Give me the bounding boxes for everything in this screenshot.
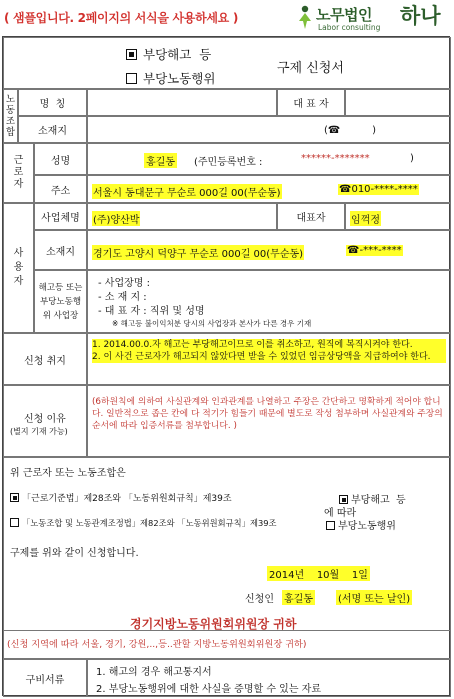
purpose-text-block — [92, 339, 446, 363]
applicant-name: 홍길동 — [282, 590, 315, 605]
worker-address-value: 서울시 동대문구 무순로 000길 00(무순동) — [92, 184, 282, 199]
union-rep-label-text: 대 표 자 — [293, 99, 329, 110]
law1-option — [10, 491, 232, 504]
union-phone-label: (☎ ) — [324, 125, 377, 136]
worker-name-value: 홍길동 — [144, 153, 177, 168]
reason-sublabel: (별지 기재 가능) — [10, 427, 68, 436]
resident-number-label: (주민등록번호 : — [194, 157, 263, 168]
employer-biz-label-text: 사업체명 — [41, 213, 80, 224]
worker-name-field[interactable] — [87, 143, 451, 175]
worker-phone-value: ☎010-****-**** — [339, 184, 418, 195]
application-date: 2014년 10월 1일 — [267, 566, 370, 581]
employer-biz-value: (주)양산박 — [92, 211, 140, 226]
addressee-block — [3, 611, 451, 659]
union-address-label-text: 소재지 — [38, 126, 67, 137]
logo-subtitle: Labor consulting — [318, 23, 381, 32]
employer-phone-value: ☎-***-**** — [347, 245, 402, 256]
addressee-title: 경기지방노동위원회위원장 귀하 — [130, 617, 297, 631]
union-section-label — [3, 89, 18, 143]
employer-biz-field[interactable] — [87, 203, 277, 230]
statement-opt2-label: 부당노동행위 — [338, 521, 396, 532]
reason-label — [3, 385, 87, 457]
employer-rep-field[interactable] — [345, 203, 451, 230]
statement-closing: 구제를 위와 같이 신청합니다. — [10, 548, 139, 559]
site-label-text: 해고등 또는 부당노동행위 사업장 — [38, 282, 83, 321]
form-title: 구제 신청서 — [277, 61, 344, 76]
union-name-field[interactable] — [87, 89, 277, 116]
statement-according: 에 따라 — [324, 508, 357, 519]
documents-label-text: 구비서류 — [25, 674, 65, 686]
employer-address-value: 경기도 고양시 덕양구 무순로 000길 00(무순동) — [92, 245, 304, 260]
employer-biz-label — [34, 203, 87, 230]
logo-hana: 하나 — [400, 4, 441, 28]
union-name-label — [18, 89, 87, 116]
site-name-line: - 사업장명 : — [98, 278, 150, 289]
resident-number-value: ******-******* — [301, 153, 370, 164]
law2-label: 「노동조합 및 노동관계조정법」제82조와 「노동위원회규칙」제39조 — [22, 518, 277, 528]
law2-checkbox[interactable] — [10, 518, 19, 527]
purpose-line-1: 1. 2014.00.0.자 해고는 부당해고이므로 이를 취소하고, 원직에 복직시켜야 한다. — [92, 340, 413, 350]
worker-address-field[interactable] — [87, 175, 451, 203]
purpose-label — [3, 333, 87, 385]
law1-label: 「근로기준법」제28조와 「노동위원회규칙」제39조 — [22, 494, 232, 504]
union-name-label-text: 명 칭 — [39, 99, 66, 110]
employer-address-label-text: 소재지 — [46, 246, 75, 258]
worker-section-label — [3, 143, 34, 203]
title-option-unfair-labor — [126, 69, 215, 87]
title-option2-label: 부당노동행위 — [143, 71, 216, 86]
purpose-line-2: 2. 이 사건 근로자가 해고되지 않았다면 받을 수 있었던 임금상당액을 지급하여야 한다. — [92, 352, 431, 362]
documents-field — [87, 659, 451, 697]
union-address-label — [18, 116, 87, 143]
logo-name: 노무법인 — [316, 6, 372, 24]
site-field[interactable] — [87, 270, 451, 333]
worker-name-label-text: 성명 — [50, 155, 71, 167]
resident-number-close: ) — [410, 153, 414, 164]
addressee-note: (신청 지역에 따라 서울, 경기, 강원,..,등..관할 지방노동위원회위원장 귀하) — [7, 639, 307, 650]
logo-person-icon — [296, 5, 314, 29]
site-rep-line: - 대 표 자 : 직위 및 성명 — [98, 306, 205, 317]
sample-banner — [0, 0, 454, 36]
title-option1-label: 부당해고 등 — [143, 47, 212, 62]
worker-address-label-text: 주소 — [50, 185, 71, 197]
title-option-dismissal — [126, 45, 211, 63]
statement-option-unfair-labor — [326, 517, 396, 532]
union-section-text: 노동조합 — [5, 94, 16, 138]
law2-option — [10, 517, 277, 529]
document-item-2: 2. 부당노동행위에 대한 사실을 증명할 수 있는 자료 — [96, 684, 321, 695]
application-form — [2, 36, 450, 696]
employer-rep-label-text: 대표자 — [296, 213, 326, 224]
form-title-area — [3, 37, 451, 89]
sample-notice: ( 샘플입니다. 2페이지의 서식을 사용하세요 ) — [4, 11, 239, 25]
union-address-field[interactable] — [87, 116, 451, 143]
statement-opt1-label: 부당해고 등 — [351, 495, 406, 506]
statement-block — [3, 457, 451, 631]
worker-section-text: 근로자 — [13, 155, 24, 190]
site-label — [34, 270, 87, 333]
reason-label-text: 신청 이유 — [24, 414, 66, 425]
applicant-label: 신청인 — [245, 594, 274, 605]
site-address-line: - 소 재 지 : — [98, 292, 147, 303]
law1-checkbox[interactable] — [10, 493, 19, 502]
union-rep-field[interactable] — [345, 89, 451, 116]
employer-section-label — [3, 203, 34, 333]
worker-address-label — [34, 175, 87, 203]
purpose-label-text: 신청 취지 — [24, 355, 66, 367]
statement-opt2-checkbox[interactable] — [326, 521, 335, 530]
employer-address-label — [34, 230, 87, 270]
purpose-field[interactable] — [87, 333, 451, 385]
statement-opt1-checkbox[interactable] — [339, 495, 348, 504]
applicant-signature: (서명 또는 날인) — [336, 590, 412, 605]
worker-name-label — [34, 143, 87, 175]
employer-rep-value: 임꺽정 — [350, 211, 381, 226]
employer-section-text: 사용자 — [13, 248, 24, 287]
title-option2-checkbox[interactable] — [126, 73, 137, 84]
employer-address-field[interactable] — [87, 230, 451, 270]
company-logo — [296, 3, 446, 33]
employer-rep-label — [277, 203, 345, 230]
statement-intro: 위 근로자 또는 노동조합은 — [10, 468, 126, 479]
title-option1-checkbox[interactable] — [126, 49, 137, 60]
document-item-1: 1. 해고의 경우 해고통지서 — [96, 667, 212, 678]
site-note: ※ 해고등 불이익처분 당시의 사업장과 본사가 다른 경우 기재 — [112, 319, 312, 328]
union-rep-label — [277, 89, 345, 116]
reason-text: (6하원칙에 의하여 사실관계와 인과관계를 나열하고 주장은 간단하고 명확하게 적어야 합니다. 일반적으로 좁은 칸에 다 적기가 힘들기 때문에 별도로 작성 첨부하며 사실관계와 주장의 순서에 따라 입증서류를 첨부합니다. ) — [92, 397, 443, 431]
documents-label — [3, 659, 87, 697]
reason-field[interactable] — [87, 385, 451, 457]
